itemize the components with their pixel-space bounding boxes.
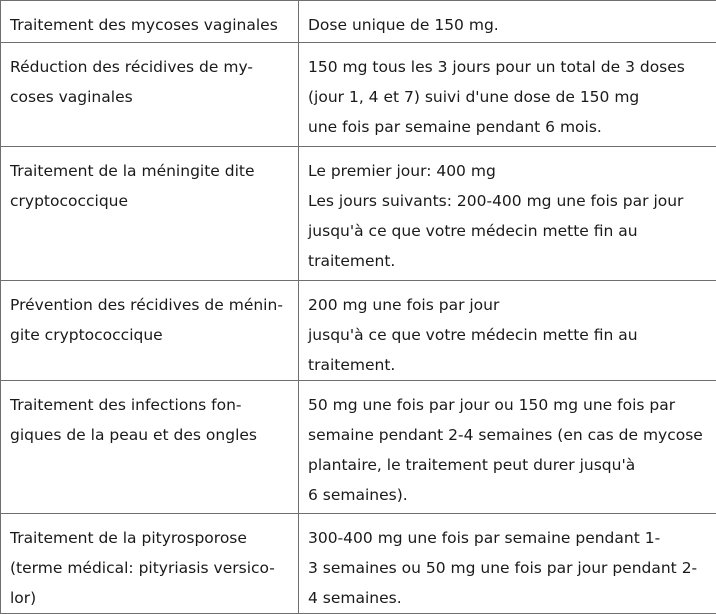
dose-text: 300-400 mg une fois par semaine pendant 1- xyxy=(308,523,707,553)
dose-text: Le premier jour: 400 mg xyxy=(308,156,707,186)
condition-cell xyxy=(1,281,299,381)
dose-text: 50 mg une fois par jour ou 150 mg une fois par xyxy=(308,390,707,420)
condition-cell xyxy=(1,1,299,43)
table-row xyxy=(1,281,716,381)
condition-text: cryptococcique xyxy=(10,186,289,216)
condition-text: Traitement de la méningite dite xyxy=(10,156,289,186)
dose-cell xyxy=(299,514,716,614)
condition-text: giques de la peau et des ongles xyxy=(10,420,289,450)
dose-cell xyxy=(299,381,716,514)
dose-text: traitement. xyxy=(308,350,707,380)
dose-text: 3 semaines ou 50 mg une fois par jour pendant 2- xyxy=(308,553,707,583)
dose-text: 200 mg une fois par jour xyxy=(308,290,707,320)
dose-text: traitement. xyxy=(308,246,707,276)
dose-text: 4 semaines. xyxy=(308,583,707,613)
condition-text: coses vaginales xyxy=(10,82,289,112)
dose-text: 6 semaines). xyxy=(308,480,707,510)
condition-text: gite cryptococcique xyxy=(10,320,289,350)
dose-text: plantaire, le traitement peut durer jusqu'à xyxy=(308,450,707,480)
dose-cell xyxy=(299,43,716,147)
dose-cell xyxy=(299,1,716,43)
condition-cell xyxy=(1,514,299,614)
table-row xyxy=(1,514,716,614)
table-row xyxy=(1,381,716,514)
condition-cell xyxy=(1,43,299,147)
table-row xyxy=(1,147,716,281)
dose-cell xyxy=(299,147,716,281)
dose-text: Dose unique de 150 mg. xyxy=(308,10,707,40)
condition-text: Prévention des récidives de ménin- xyxy=(10,290,289,320)
condition-cell xyxy=(1,381,299,514)
dose-text: une fois par semaine pendant 6 mois. xyxy=(308,112,707,142)
condition-text: Traitement de la pityrosporose xyxy=(10,523,289,553)
condition-text: Traitement des mycoses vaginales xyxy=(10,10,289,40)
dose-text: Les jours suivants: 200-400 mg une fois par jour xyxy=(308,186,707,216)
table-row xyxy=(1,1,716,43)
table-row xyxy=(1,43,716,147)
dose-text: jusqu'à ce que votre médecin mette fin au xyxy=(308,320,707,350)
condition-text: Réduction des récidives de my- xyxy=(10,52,289,82)
condition-cell xyxy=(1,147,299,281)
condition-text: lor) xyxy=(10,583,289,613)
dose-text: 150 mg tous les 3 jours pour un total de 3 doses xyxy=(308,52,707,82)
dose-text: jusqu'à ce que votre médecin mette fin au xyxy=(308,216,707,246)
dose-text: semaine pendant 2-4 semaines (en cas de mycose xyxy=(308,420,707,450)
dose-cell xyxy=(299,281,716,381)
condition-text: Traitement des infections fon- xyxy=(10,390,289,420)
condition-text: (terme médical: pityriasis versico- xyxy=(10,553,289,583)
dose-text: (jour 1, 4 et 7) suivi d'une dose de 150 mg xyxy=(308,82,707,112)
